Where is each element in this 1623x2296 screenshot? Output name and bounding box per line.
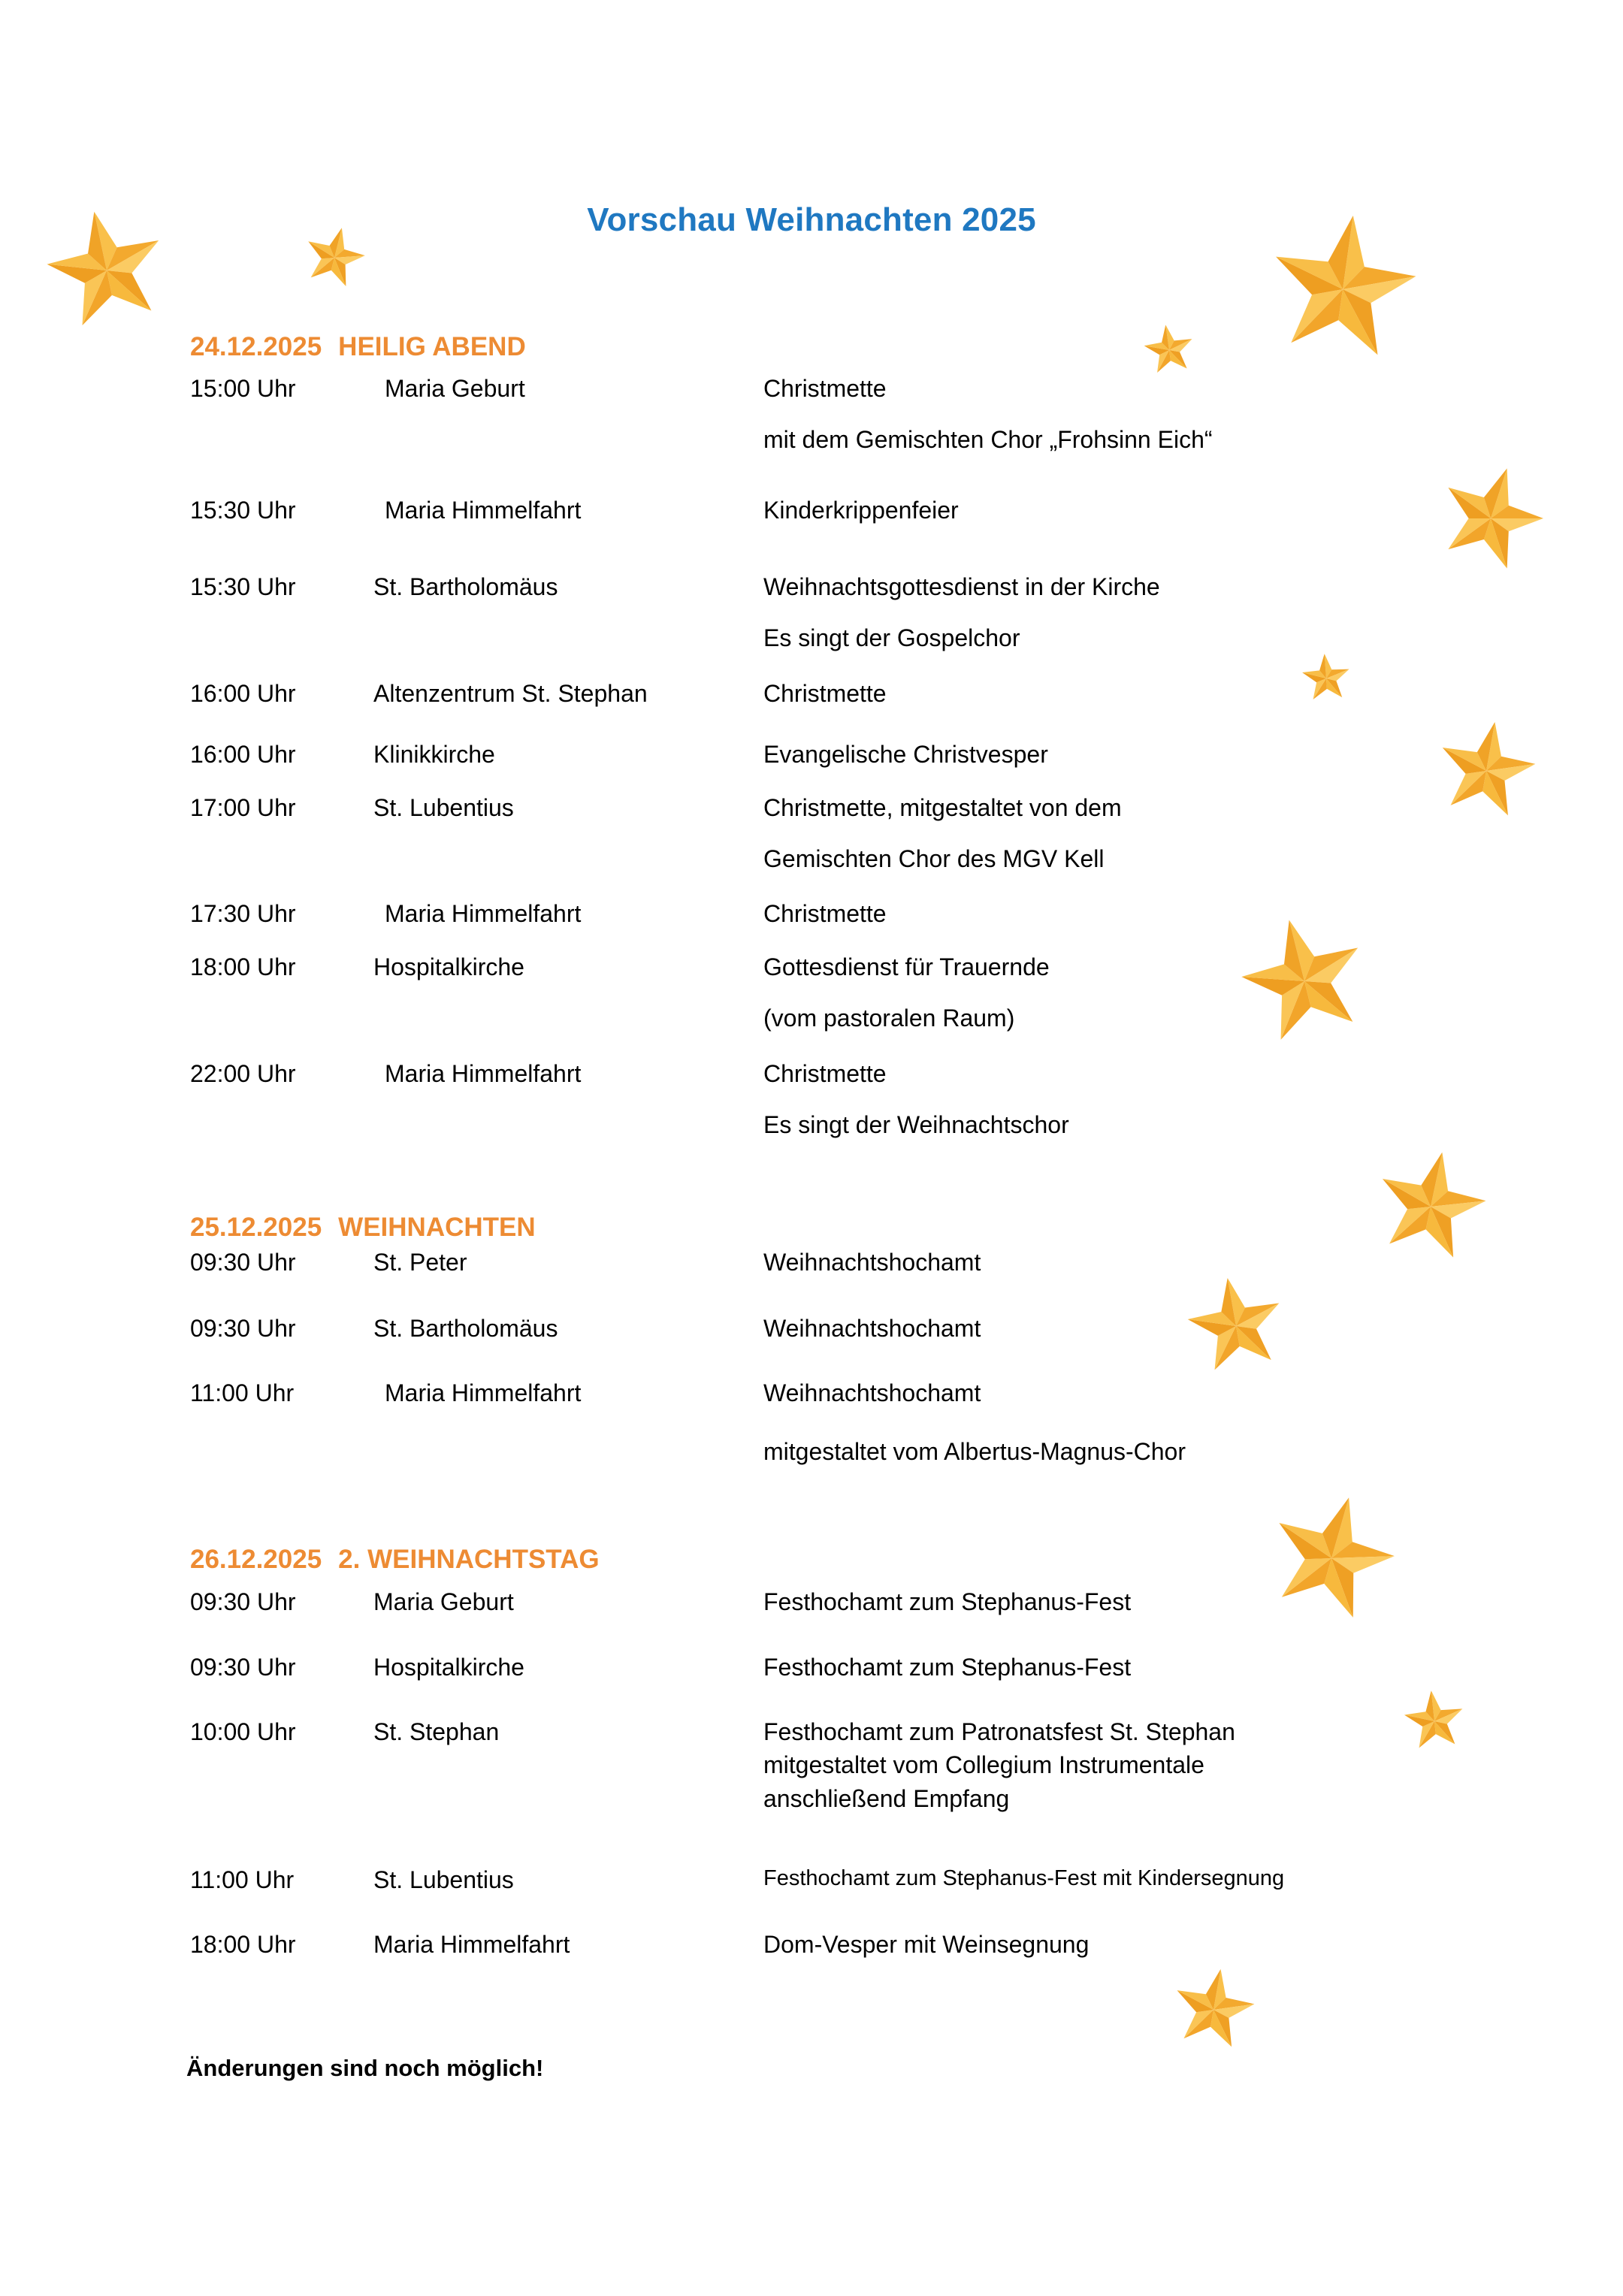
row-location: Maria Geburt [373,1588,514,1615]
row-location: St. Lubentius [373,794,514,821]
row-time: 09:30 Uhr [190,1654,296,1681]
row-location: Maria Himmelfahrt [373,1931,570,1958]
row-description [763,495,959,525]
row-time: 15:30 Uhr [190,573,296,600]
row-description [763,899,887,929]
row-time: 16:00 Uhr [190,680,296,707]
section-header [190,332,526,362]
row-location: St. Bartholomäus [373,1315,558,1342]
description-line: Weihnachtshochamt [763,1249,981,1276]
row-time: 17:00 Uhr [190,794,296,821]
footnote-text: Änderungen sind noch möglich! [186,2055,544,2081]
row-description [763,952,1050,1034]
row-description [763,572,1160,654]
description-line: Weihnachtshochamt [763,1315,981,1342]
description-line: Evangelische Christvesper [763,741,1048,768]
row-time: 16:00 Uhr [190,741,296,768]
row-time: 15:00 Uhr [190,375,296,402]
row-time: 22:00 Uhr [190,1060,296,1087]
row-description [763,793,1122,875]
row-location: Maria Himmelfahrt [385,900,582,927]
description-line: Christmette [763,680,887,707]
description-line: Kinderkrippenfeier [763,497,959,524]
description-line: Christmette [763,1060,887,1087]
section-name: WEIHNACHTEN [338,1213,536,1242]
row-time: 09:30 Uhr [190,1315,296,1342]
section-name: 2. WEIHNACHTSTAG [338,1545,600,1574]
section-header [190,1213,536,1243]
row-description [763,1378,1186,1467]
row-time: 18:00 Uhr [190,953,296,980]
row-location: Maria Himmelfahrt [385,497,582,524]
row-time: 15:30 Uhr [190,497,296,524]
description-line: (vom pastoralen Raum) [763,1005,1015,1032]
row-description [763,1717,1235,1814]
description-line: Festhochamt zum Stephanus-Fest [763,1588,1132,1615]
description-line: mitgestaltet vom Collegium Instrumentale [763,1751,1204,1779]
section-date: 26.12.2025 [190,1545,322,1574]
row-location: Maria Geburt [385,375,525,402]
row-description [763,1059,1069,1140]
row-description [763,678,887,708]
description-line: anschließend Empfang [763,1784,1010,1812]
row-description [763,1247,981,1277]
section-date: 25.12.2025 [190,1213,322,1242]
description-line: Festhochamt zum Stephanus-Fest [763,1654,1132,1681]
row-location: Altenzentrum St. Stephan [373,680,648,707]
row-description [763,1313,981,1343]
description-line: mit dem Gemischten Chor „Frohsinn Eich“ [763,426,1213,454]
row-location: St. Lubentius [373,1866,514,1893]
description-line: Dom-Vesper mit Weinsegnung [763,1931,1090,1958]
description-line: Gottesdienst für Trauernde [763,953,1050,980]
section-date: 24.12.2025 [190,332,322,361]
row-location: Hospitalkirche [373,1654,524,1681]
row-location: Maria Himmelfahrt [385,1060,582,1087]
description-line: Festhochamt zum Stephanus-Fest mit Kindersegnung [763,1866,1285,1890]
row-time: 18:00 Uhr [190,1931,296,1958]
row-location: Maria Himmelfahrt [385,1379,582,1406]
description-line: Es singt der Gospelchor [763,624,1020,652]
section-name: HEILIG ABEND [338,332,526,361]
row-location: St. Stephan [373,1718,500,1745]
row-description [763,739,1048,769]
row-description [763,1587,1131,1617]
page-title: Vorschau Weihnachten 2025 [587,201,1036,238]
row-time: 17:30 Uhr [190,900,296,927]
description-line: Christmette [763,900,887,927]
row-location: Hospitalkirche [373,953,524,980]
description-line: Es singt der Weihnachtschor [763,1111,1069,1139]
row-time: 10:00 Uhr [190,1718,296,1745]
row-description [763,1865,1284,1893]
description-line: Festhochamt zum Patronatsfest St. Stephan [763,1718,1235,1745]
row-time: 09:30 Uhr [190,1588,296,1615]
row-time: 09:30 Uhr [190,1249,296,1276]
row-time: 11:00 Uhr [190,1379,295,1406]
section-header [190,1545,600,1575]
row-description [763,1652,1131,1682]
description-line: Weihnachtsgottesdienst in der Kirche [763,573,1160,600]
row-location: St. Bartholomäus [373,573,558,600]
description-line: Weihnachtshochamt [763,1379,981,1406]
row-time: 11:00 Uhr [190,1866,295,1893]
row-location: Klinikkirche [373,741,495,768]
row-location: St. Peter [373,1249,467,1276]
description-line: Christmette, mitgestaltet von dem [763,794,1122,821]
description-line: mitgestaltet vom Albertus-Magnus-Chor [763,1438,1186,1466]
description-line: Gemischten Chor des MGV Kell [763,845,1105,873]
description-line: Christmette [763,375,887,402]
row-description [763,373,1213,455]
row-description [763,1929,1089,1959]
